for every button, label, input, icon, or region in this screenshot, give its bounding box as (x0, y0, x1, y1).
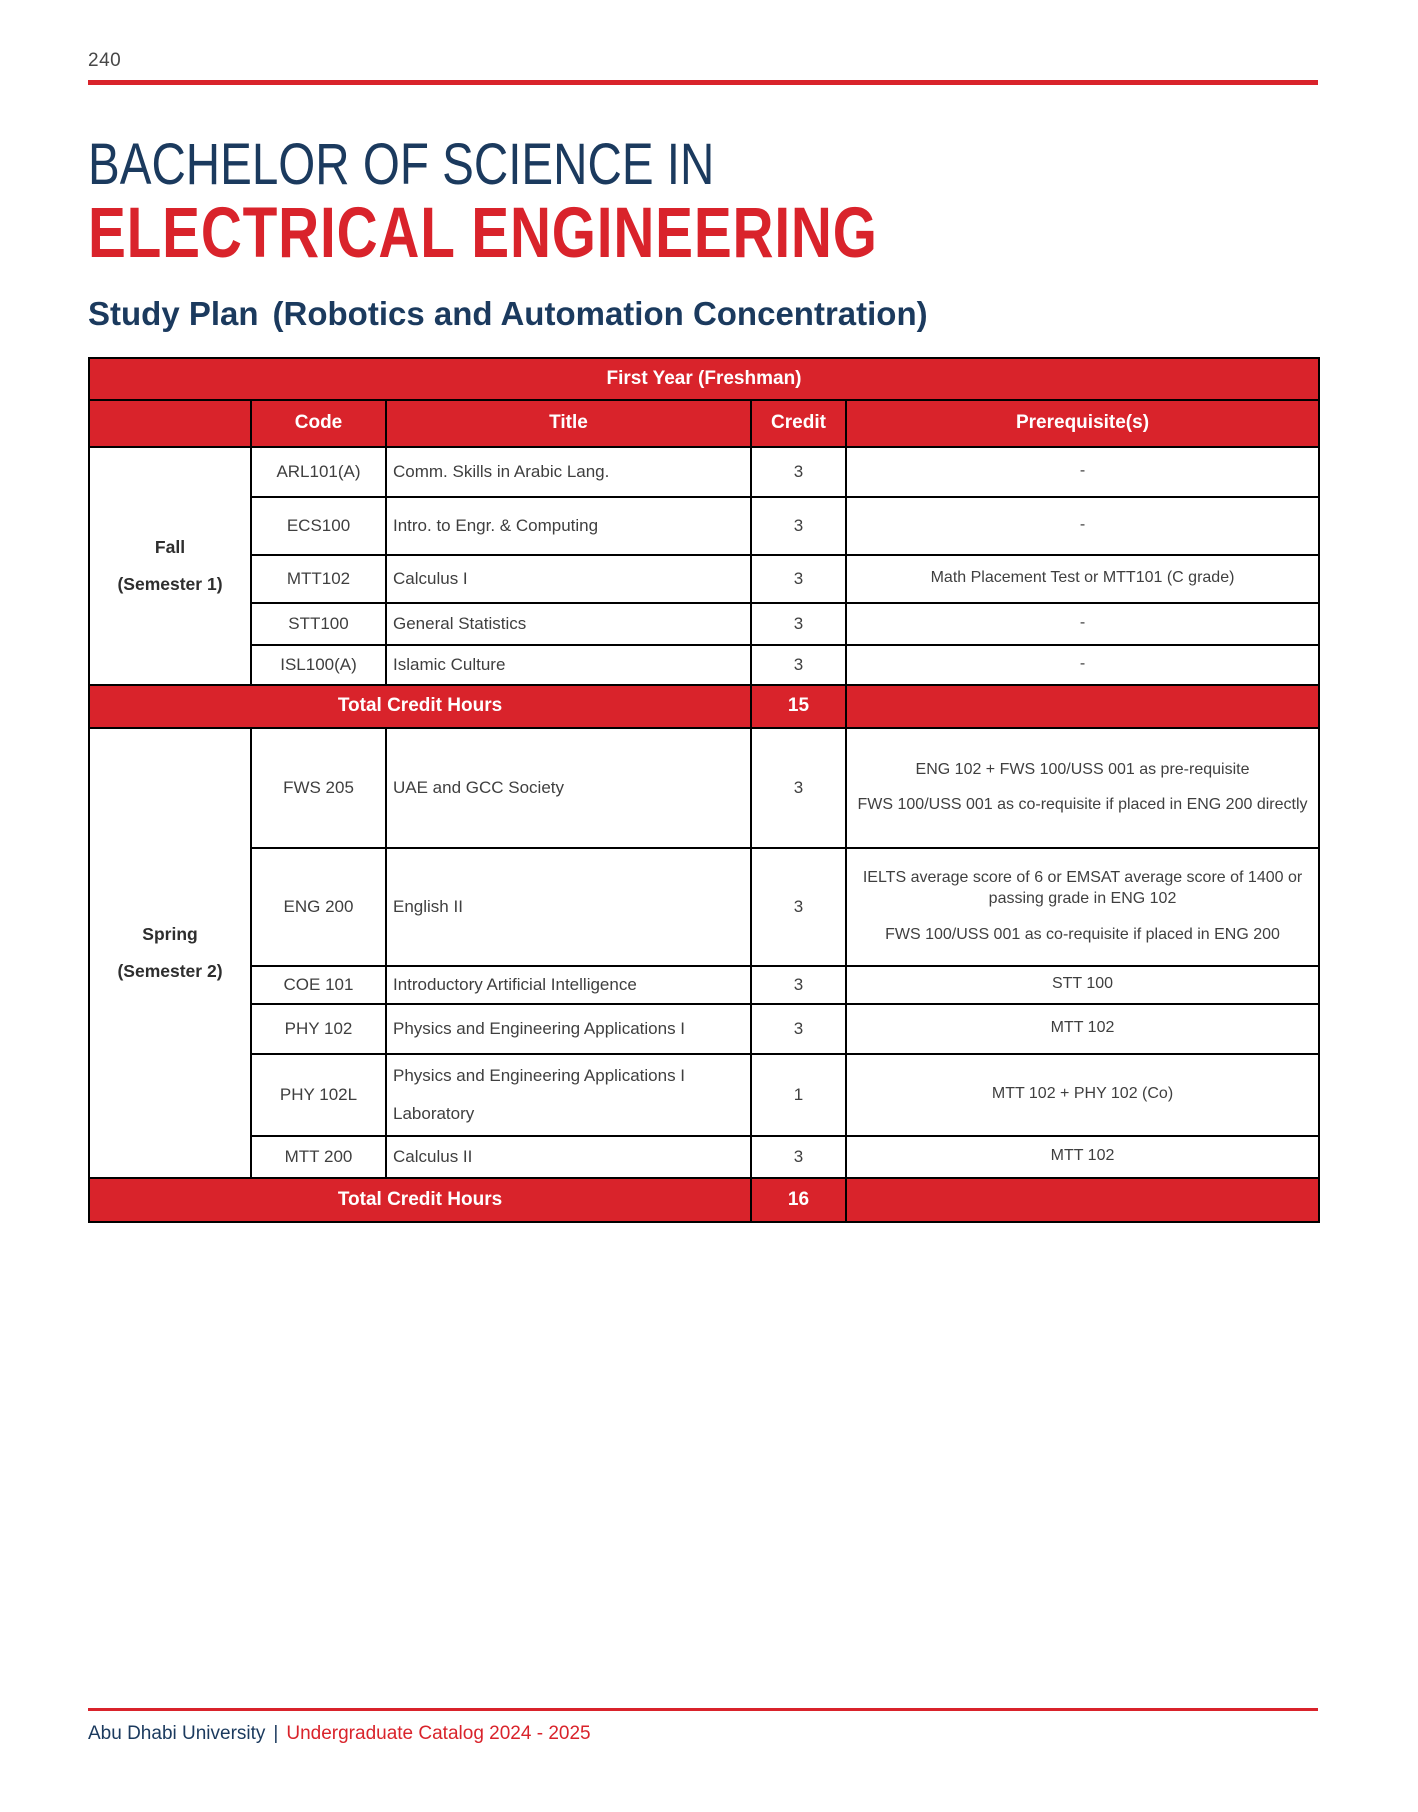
year-band-title: First Year (Freshman) (89, 358, 1319, 400)
course-credit-cell: 3 (751, 728, 846, 848)
course-code-cell: STT100 (251, 603, 386, 645)
course-code-cell: MTT 200 (251, 1136, 386, 1178)
study-plan-concentration: (Robotics and Automation Concentration) (272, 294, 928, 332)
course-code-cell: MTT102 (251, 555, 386, 603)
course-title-cell: UAE and GCC Society (386, 728, 751, 848)
semester-name: Spring (142, 923, 198, 944)
course-row (89, 497, 1319, 555)
course-row (89, 1136, 1319, 1178)
footer-text (88, 1723, 1318, 1745)
course-code-cell: ECS100 (251, 497, 386, 555)
course-prereq-cell (846, 1136, 1319, 1178)
prereq-paragraph: Math Placement Test or MTT101 (C grade) (930, 569, 1235, 587)
footer-separator: | (273, 1723, 279, 1744)
prereq-paragraph: MTT 102 (1050, 1147, 1115, 1165)
course-title-cell: Introductory Artificial Intelligence (386, 966, 751, 1004)
prereq-paragraph: - (1079, 655, 1086, 673)
column-header-semester (89, 400, 251, 447)
footer-catalog: Undergraduate Catalog 2024 - 2025 (286, 1723, 591, 1744)
course-row (89, 645, 1319, 685)
column-header-code: Code (251, 400, 386, 447)
course-credit-cell: 1 (751, 1054, 846, 1136)
course-title-cell: Comm. Skills in Arabic Lang. (386, 447, 751, 497)
course-title-cell: Calculus II (386, 1136, 751, 1178)
course-prereq-cell (846, 848, 1319, 966)
course-credit-cell: 3 (751, 555, 846, 603)
semester-name: Fall (154, 536, 186, 557)
prereq-paragraph: MTT 102 + PHY 102 (Co) (991, 1085, 1174, 1103)
total-label-cell: Total Credit Hours (89, 685, 751, 728)
course-prereq-cell (846, 645, 1319, 685)
course-title-cell: Calculus I (386, 555, 751, 603)
course-row (89, 1054, 1319, 1136)
footer-divider (88, 1708, 1318, 1711)
course-row (89, 555, 1319, 603)
course-prereq-cell (846, 603, 1319, 645)
semester-number: (Semester 2) (117, 960, 223, 981)
course-code-cell: ISL100(A) (251, 645, 386, 685)
course-prereq-cell (846, 555, 1319, 603)
total-empty-cell (846, 1178, 1319, 1222)
column-header-title: Title (386, 400, 751, 447)
prereq-paragraph: FWS 100/USS 001 as co-requisite if placed in ENG 200 directly (857, 796, 1308, 814)
prereq-paragraph: - (1079, 516, 1086, 534)
course-row (89, 728, 1319, 848)
semester-number: (Semester 1) (117, 573, 223, 594)
course-row (89, 1004, 1319, 1054)
course-row (89, 447, 1319, 497)
year-band-row (89, 358, 1319, 400)
course-credit-cell: 3 (751, 603, 846, 645)
total-credit-hours-row (89, 685, 1319, 728)
course-code-cell: PHY 102L (251, 1054, 386, 1136)
course-prereq-cell (846, 447, 1319, 497)
study-plan-table (88, 357, 1320, 1223)
course-title-cell: Intro. to Engr. & Computing (386, 497, 751, 555)
semester-label-cell (89, 728, 251, 1178)
page-content (88, 0, 1318, 1223)
course-code-cell: ENG 200 (251, 848, 386, 966)
course-credit-cell: 3 (751, 966, 846, 1004)
course-row (89, 603, 1319, 645)
course-prereq-cell (846, 966, 1319, 1004)
total-credit-value: 15 (751, 685, 846, 728)
column-header-row (89, 400, 1319, 447)
total-label-cell: Total Credit Hours (89, 1178, 751, 1222)
course-row (89, 848, 1319, 966)
course-title-cell: General Statistics (386, 603, 751, 645)
course-code-cell: FWS 205 (251, 728, 386, 848)
course-credit-cell: 3 (751, 447, 846, 497)
course-credit-cell: 3 (751, 497, 846, 555)
page-number: 240 (88, 50, 122, 71)
course-row (89, 966, 1319, 1004)
course-credit-cell: 3 (751, 1136, 846, 1178)
course-title-cell: Islamic Culture (386, 645, 751, 685)
course-code-cell: COE 101 (251, 966, 386, 1004)
degree-title-line2: ELECTRICAL ENGINEERING (88, 193, 878, 273)
footer-university: Abu Dhabi University (88, 1723, 266, 1744)
course-title-line: Laboratory (393, 1103, 475, 1123)
total-credit-value: 16 (751, 1178, 846, 1222)
study-plan-heading (88, 295, 1318, 333)
total-empty-cell (846, 685, 1319, 728)
course-title-line: Physics and Engineering Applications I (393, 1065, 686, 1085)
prereq-paragraph: ENG 102 + FWS 100/USS 001 as pre-requisite (915, 760, 1250, 778)
prereq-paragraph: - (1079, 462, 1086, 480)
column-header-credit: Credit (751, 400, 846, 447)
course-code-cell: PHY 102 (251, 1004, 386, 1054)
course-title-cell (386, 1054, 751, 1136)
course-credit-cell: 3 (751, 1004, 846, 1054)
study-plan-title: Study Plan (88, 294, 259, 332)
course-title-cell: Physics and Engineering Applications I (386, 1004, 751, 1054)
top-divider (88, 80, 1318, 85)
prereq-paragraph: IELTS average score of 6 or EMSAT average score of 1400 or passing grade in ENG 102 (862, 869, 1303, 907)
degree-title-line1: BACHELOR OF SCIENCE IN (88, 132, 715, 197)
prereq-paragraph: - (1079, 614, 1086, 632)
prereq-paragraph: STT 100 (1051, 975, 1114, 993)
course-credit-cell: 3 (751, 848, 846, 966)
page-footer (88, 1708, 1318, 1745)
course-prereq-cell (846, 497, 1319, 555)
course-code-cell: ARL101(A) (251, 447, 386, 497)
prereq-paragraph: FWS 100/USS 001 as co-requisite if placed in ENG 200 (885, 925, 1280, 943)
course-title-cell: English II (386, 848, 751, 966)
column-header-prerequisites: Prerequisite(s) (846, 400, 1319, 447)
total-credit-hours-row (89, 1178, 1319, 1222)
prereq-paragraph: MTT 102 (1050, 1019, 1115, 1037)
course-prereq-cell (846, 728, 1319, 848)
semester-label-cell (89, 447, 251, 685)
course-credit-cell: 3 (751, 645, 846, 685)
course-prereq-cell (846, 1054, 1319, 1136)
course-prereq-cell (846, 1004, 1319, 1054)
